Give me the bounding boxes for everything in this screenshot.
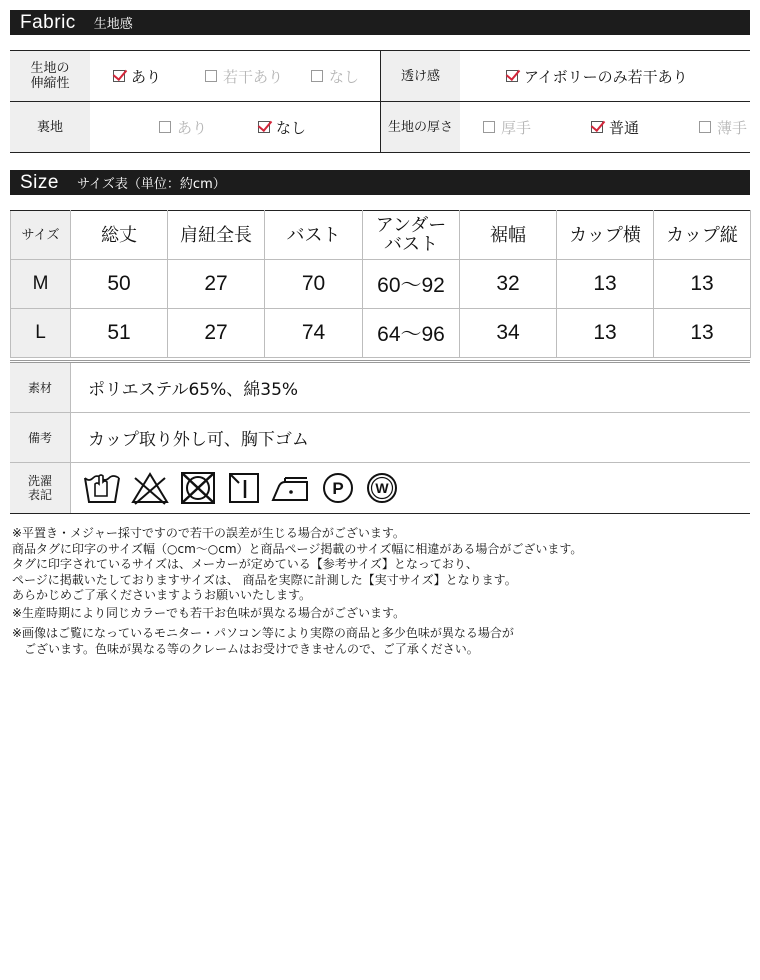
sheer-option-ivory[interactable]: アイボリーのみ若干あり (506, 66, 688, 87)
stretch-label: 生地の伸縮性 (10, 51, 90, 101)
header-length: 総丈 (71, 211, 168, 260)
note-line: 商品タグに印字のサイズ幅（○cm〜○cm）と商品ページ掲載のサイズ幅に相違がある場合がございます。 (12, 541, 583, 556)
checkbox-checked-icon (113, 70, 125, 82)
table-cell: 13 (654, 309, 751, 358)
fabric-section-header (10, 10, 750, 35)
table-cell: 51 (71, 309, 168, 358)
table-cell: 32 (460, 260, 557, 309)
table-cell: 50 (71, 260, 168, 309)
thickness-option-thin[interactable]: 薄手 (699, 117, 747, 138)
lining-option-no[interactable]: なし (258, 117, 306, 138)
note-line: ございます。色味が異なる等のクレームはお受けできませんので、ご了承ください。 (12, 641, 479, 656)
fabric-row-1 (10, 51, 750, 102)
fabric-title-jp: 生地感 (93, 17, 133, 32)
table-cell: 27 (168, 260, 265, 309)
header-bust: バスト (265, 211, 363, 260)
thickness-option-normal[interactable]: 普通 (591, 117, 639, 138)
note-line: ページに掲載いたしておりますサイズは、 商品を実際に計測した【実寸サイズ】となります。 (12, 572, 517, 587)
table-cell: 70 (265, 260, 363, 309)
remarks-label: 備考 (10, 413, 71, 462)
table-cell: 60〜92 (363, 260, 460, 309)
material-value: ポリエステル65%、綿35% (88, 380, 299, 400)
note-line: ※画像はご覧になっているモニター・パソコン等により実際の商品と多少色味が異なる場合が (12, 626, 514, 640)
care-row (10, 463, 750, 513)
table-cell: 13 (654, 260, 751, 309)
table-cell: 34 (460, 309, 557, 358)
fabric-row-2 (10, 102, 750, 152)
dry-clean-p-icon (321, 470, 355, 506)
note-line: ※平置き・メジャー採寸ですので若干の誤差が生じる場合がございます。 (12, 526, 405, 540)
note-line: タグに印字されているサイズは、メーカーが定めている【参考サイズ】となっており、 (12, 557, 478, 571)
table-cell: 64〜96 (363, 309, 460, 358)
material-row (10, 363, 750, 413)
thickness-options (460, 102, 750, 152)
info-table (10, 360, 750, 514)
table-row (11, 309, 751, 358)
table-cell: 13 (557, 309, 654, 358)
size-title-en: Size (20, 171, 59, 193)
lining-label: 裏地 (10, 102, 90, 152)
checkbox-unchecked-icon (159, 121, 171, 133)
header-underbust: アンダーバスト (363, 211, 460, 260)
care-label: 洗濯表記 (10, 463, 71, 513)
header-hem-width: 裾幅 (460, 211, 557, 260)
size-cell: M (11, 260, 71, 309)
table-cell: 74 (265, 309, 363, 358)
table-row (11, 260, 751, 309)
header-cup-width: カップ横 (557, 211, 654, 260)
iron-low-icon (271, 470, 311, 506)
thickness-option-thick[interactable]: 厚手 (483, 117, 531, 138)
lining-options (90, 102, 380, 152)
size-title-jp: サイズ表（単位：約cm） (76, 177, 226, 192)
checkbox-unchecked-icon (205, 70, 217, 82)
care-letter-p: P (332, 479, 344, 498)
checkbox-unchecked-icon (483, 121, 495, 133)
header-strap-length: 肩紐全長 (168, 211, 265, 260)
checkbox-checked-icon (506, 70, 518, 82)
thickness-label: 生地の厚さ (380, 102, 460, 152)
no-tumble-dry-icon (179, 470, 217, 506)
table-cell: 27 (168, 309, 265, 358)
size-cell: L (11, 309, 71, 358)
note-line: ※生産時期により同じカラーでも若干お色味が異なる場合がございます。 (12, 605, 406, 620)
remarks-value: カップ取り外し可、胸下ゴム (88, 430, 309, 450)
lining-option-yes[interactable]: あり (159, 117, 207, 138)
sheer-options (460, 51, 750, 101)
line-dry-shade-icon (227, 470, 261, 506)
stretch-option-yes[interactable]: あり (113, 66, 161, 87)
fabric-title-en: Fabric (20, 11, 76, 33)
material-label: 素材 (10, 363, 71, 412)
remarks-row (10, 413, 750, 463)
care-icons (71, 463, 399, 513)
checkbox-unchecked-icon (311, 70, 323, 82)
care-letter-w: W (375, 480, 389, 496)
stretch-option-no[interactable]: なし (311, 66, 359, 87)
stretch-options (90, 51, 380, 101)
size-table-header-row (11, 211, 751, 260)
no-bleach-icon (131, 470, 169, 506)
size-section-header (10, 170, 750, 195)
checkbox-unchecked-icon (699, 121, 711, 133)
checkbox-checked-icon (258, 121, 270, 133)
notes (12, 526, 752, 657)
checkbox-checked-icon (591, 121, 603, 133)
size-table (10, 210, 751, 358)
stretch-option-slight[interactable]: 若干あり (205, 66, 283, 87)
sheer-label: 透け感 (380, 51, 460, 101)
header-cup-height: カップ縦 (654, 211, 751, 260)
hand-wash-icon (83, 470, 121, 506)
note-line: あらかじめご了承くださいますようお願いいたします。 (12, 588, 312, 602)
fabric-table (10, 50, 750, 153)
header-size: サイズ (11, 211, 71, 260)
table-cell: 13 (557, 260, 654, 309)
wet-clean-w-icon (365, 470, 399, 506)
